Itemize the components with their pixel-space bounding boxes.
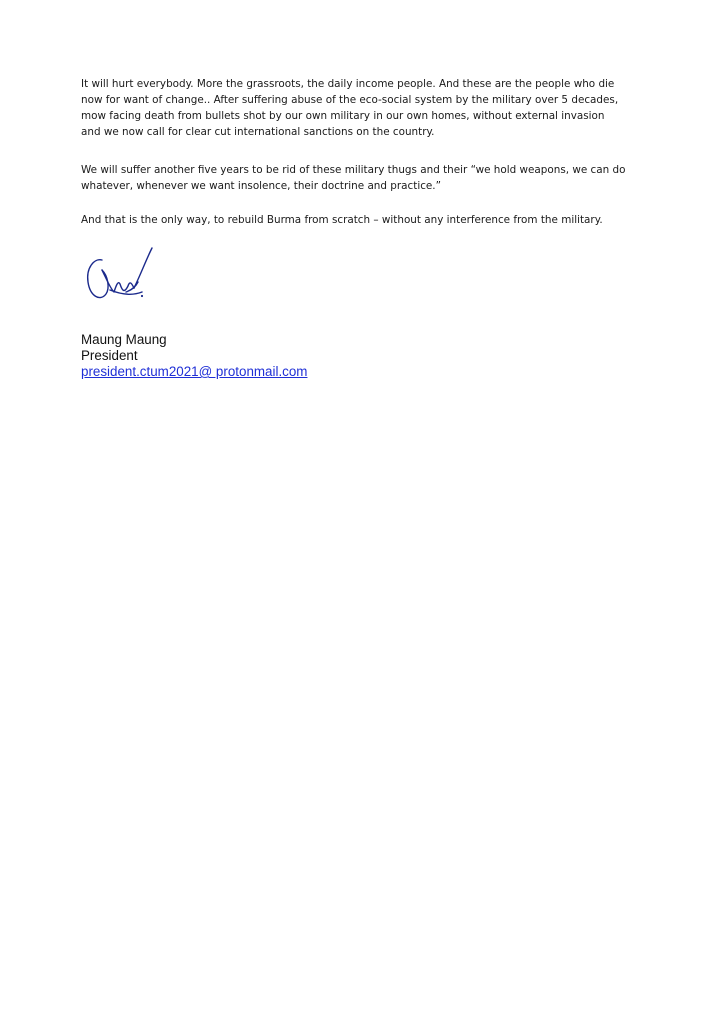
letter-paragraph-2 — [81, 162, 651, 194]
signatory-name: Maung Maung — [81, 332, 167, 347]
handwritten-signature — [80, 240, 160, 308]
paragraph-line: mow facing death from bullets shot by our own military in our own homes, without external invasion — [81, 110, 605, 122]
paragraph-line: whatever, whenever we want insolence, their doctrine and practice.” — [81, 180, 441, 192]
email-link[interactable]: president.ctum2021@ protonmail.com — [81, 364, 308, 379]
paragraph-line: We will suffer another five years to be rid of these military thugs and their “we hold weapons, we can do — [81, 164, 626, 176]
email-row — [81, 364, 307, 380]
paragraph-line: and we now call for clear cut international sanctions on the country. — [81, 126, 435, 138]
signatory-title: President — [81, 348, 138, 363]
letter-paragraph-3 — [81, 212, 651, 228]
paragraph-line: It will hurt everybody. More the grassroots, the daily income people. And these are the people who die — [81, 78, 615, 90]
letter-paragraph-1 — [81, 76, 651, 140]
signature-block — [81, 332, 307, 380]
paragraph-line: now for want of change.. After suffering abuse of the eco-social system by the military over 5 decades, — [81, 94, 619, 106]
paragraph-line: And that is the only way, to rebuild Burma from scratch – without any interference from the military. — [81, 214, 603, 226]
